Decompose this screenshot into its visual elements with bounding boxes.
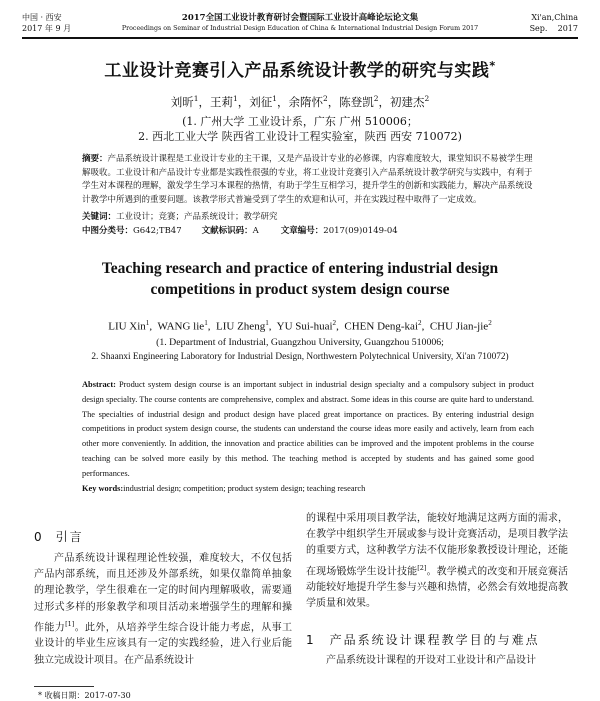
author-separator: ， [237, 95, 250, 109]
paper-title-cn: 工业设计竞赛引入产品系统设计教学的研究与实践* [104, 59, 496, 81]
author-separator: ， [198, 95, 210, 109]
introduction-paragraph-right: 的课程中采用项目教学法，能较好地满足这两方面的需求，在教学中组织学生开展或参与设计竞赛活动，是项目教学法的重要方式，这种教学方法不仅能形象教授设计理论，还能在现场锻炼学生设计技能[2]。教学模式的改变和开展竞赛活动能较好地提升学生参与兴趣和热情，必然会有效地提高教学质量和效果。 [306, 513, 569, 610]
keywords-en: Key words:industrial design; competition; product system design; teaching research [82, 484, 366, 493]
author-affiliation-mark: 1 [232, 94, 238, 104]
header-rule [22, 37, 578, 39]
author-separator: ， [277, 95, 289, 109]
section-0-heading: 0 引言 [34, 530, 84, 544]
header-proceedings-cn: 2017全国工业设计教育研讨会暨国际工业设计高峰论坛论文集 [181, 13, 419, 23]
author-name: WANG lie [157, 320, 205, 333]
title-footnote-mark: * [489, 59, 496, 73]
author-affiliation-mark: 2 [418, 319, 422, 327]
classification-cn: 中图分类号：G642;TB47 文献标识码：A 文章编号：2017(09)0149-04 [82, 226, 398, 236]
keywords-cn-label: 关键词： [82, 212, 117, 222]
introduction-paragraph-left: 产品系统设计课程理论性较强，难度较大，不仅包括产品内部系统，而且还涉及外部系统，如果仅靠简单抽象的理论教学，学生很难在一定的时间内理解吸收，需要通过形式多样的形象教学和项目活动来增强学生的理解和操作能力[1]。此外，从培养学生综合设计能力考虑，从事工业设计的毕业生应该具有一定的实践经验，进入行业后能独立完成设计项目。在产品系统设计 [34, 553, 293, 666]
author-separator: , [336, 320, 345, 333]
keywords-en-label: Key words: [82, 484, 124, 493]
footnote-rule [34, 686, 94, 687]
keywords-cn: 关键词：工业设计；竞赛；产品系统设计；教学研究 [82, 212, 278, 222]
affiliation-en-2: 2. Shaanxi Engineering Laboratory for Industrial Design, Northwestern Polytechnical University, Xi'an 710072) [91, 352, 509, 362]
header-location-en: Xi'an,China [531, 13, 578, 22]
affiliation-cn-2: 2. 西北工业大学 陕西省工业设计工程实验室，陕西 西安 710072) [138, 130, 462, 143]
abstract-en-label: Abstract: [82, 380, 116, 389]
author-name: YU Sui-huai [276, 320, 333, 333]
author-name: 初建杰 [390, 95, 425, 109]
author-name: 王莉 [209, 95, 233, 109]
section-1-paragraph: 产品系统设计课程的开设对工业设计和产品设计 [326, 655, 536, 666]
paper-title-en-line1: Teaching research and practice of entering industrial design [101, 260, 499, 277]
author-name: 余隋怀 [288, 95, 323, 109]
header-location: 中国 · 西安 [22, 13, 62, 22]
author-name: 刘昕 [170, 95, 194, 109]
author-name: CHU Jian-jie [429, 320, 489, 333]
author-separator: ， [327, 95, 340, 109]
header-date-en: Sep. 2017 [529, 24, 578, 33]
author-separator: , [207, 320, 217, 333]
authors-en [0, 319, 600, 333]
author-affiliation-mark: 2 [424, 94, 430, 104]
author-name: LIU Zheng [216, 320, 266, 333]
abstract-cn-label: 摘要： [82, 154, 108, 164]
author-name: 陈登凯 [339, 95, 374, 109]
citation-2: [2] [417, 563, 427, 572]
author-separator: , [421, 320, 430, 333]
header-date: 2017 年 9 月 [22, 24, 72, 33]
footnote-received-date: * 收稿日期：2017-07-30 [38, 691, 131, 700]
author-affiliation-mark: 2 [323, 94, 328, 104]
author-affiliation-mark: 1 [272, 94, 277, 104]
citation-1: [1] [65, 619, 75, 628]
author-affiliation-mark: 1 [145, 319, 150, 327]
header-proceedings-en: Proceedings on Seminar of Industrial Design Education of China & International Industrial Design Forum 2017 [121, 25, 479, 32]
author-name: 刘征 [249, 95, 273, 109]
author-affiliation-mark: 1 [204, 319, 208, 327]
section-1-heading: 1 产品系统设计课程教学目的与难点 [306, 633, 540, 647]
author-separator: , [149, 320, 158, 333]
authors-cn [0, 94, 600, 110]
author-affiliation-mark: 2 [488, 319, 492, 327]
author-affiliation-mark: 1 [265, 319, 269, 327]
affiliation-en-1: (1. Department of Industrial, Guangzhou University, Guangzhou 510006; [156, 337, 444, 348]
author-name: CHEN Deng-kai [344, 320, 418, 333]
affiliation-cn-1: (1. 广州大学 工业设计系，广东 广州 510006； [182, 115, 418, 128]
abstract-cn: 摘要：产品系统设计课程是工业设计专业的主干课，又是产品设计专业的必修课，内容难度较大，课堂知识不易被学生理解吸收。工业设计和产品设计专业都是实践性很强的专业，将工业设计竞赛引入产品系统设计教学研究与实践中，有利于学生对本课程的理解，激发学生学习本课程的热情，有助于学生互相学习，提升学生的创新和实践能力，解决产品系统设计教学中所遇到的重要问题。该教学形式普遍受到了学生的欢迎和认可，并在实践过程中取得了一定成效。 [82, 154, 533, 205]
author-name: LIU Xin [108, 320, 146, 333]
author-separator: ， [378, 95, 391, 109]
author-affiliation-mark: 1 [193, 94, 199, 104]
abstract-en: Abstract: Product system design course is an important subject in industrial design specialty and a compulsory subject in product design specialty. The course contents are comprehensive, complex and abstract. Some ideas in this course are quite hard to understand. The specialties of industrial design and product design have placed great importance on practices. By entering industrial design competitions in product system design course, the students can understand the course ideas more easily and actively, learn from each other more conveniently. In addition, the innovation and practice abilities can be improved and the impotent problems in the course teaching can be solved more easily by this method. The teaching method is accepted by students and has gained some good performances. [82, 380, 534, 478]
paper-title-en-line2: competitions in product system design course [150, 281, 450, 298]
author-affiliation-mark: 2 [332, 319, 337, 327]
author-separator: , [268, 320, 277, 333]
author-affiliation-mark: 2 [373, 94, 379, 104]
